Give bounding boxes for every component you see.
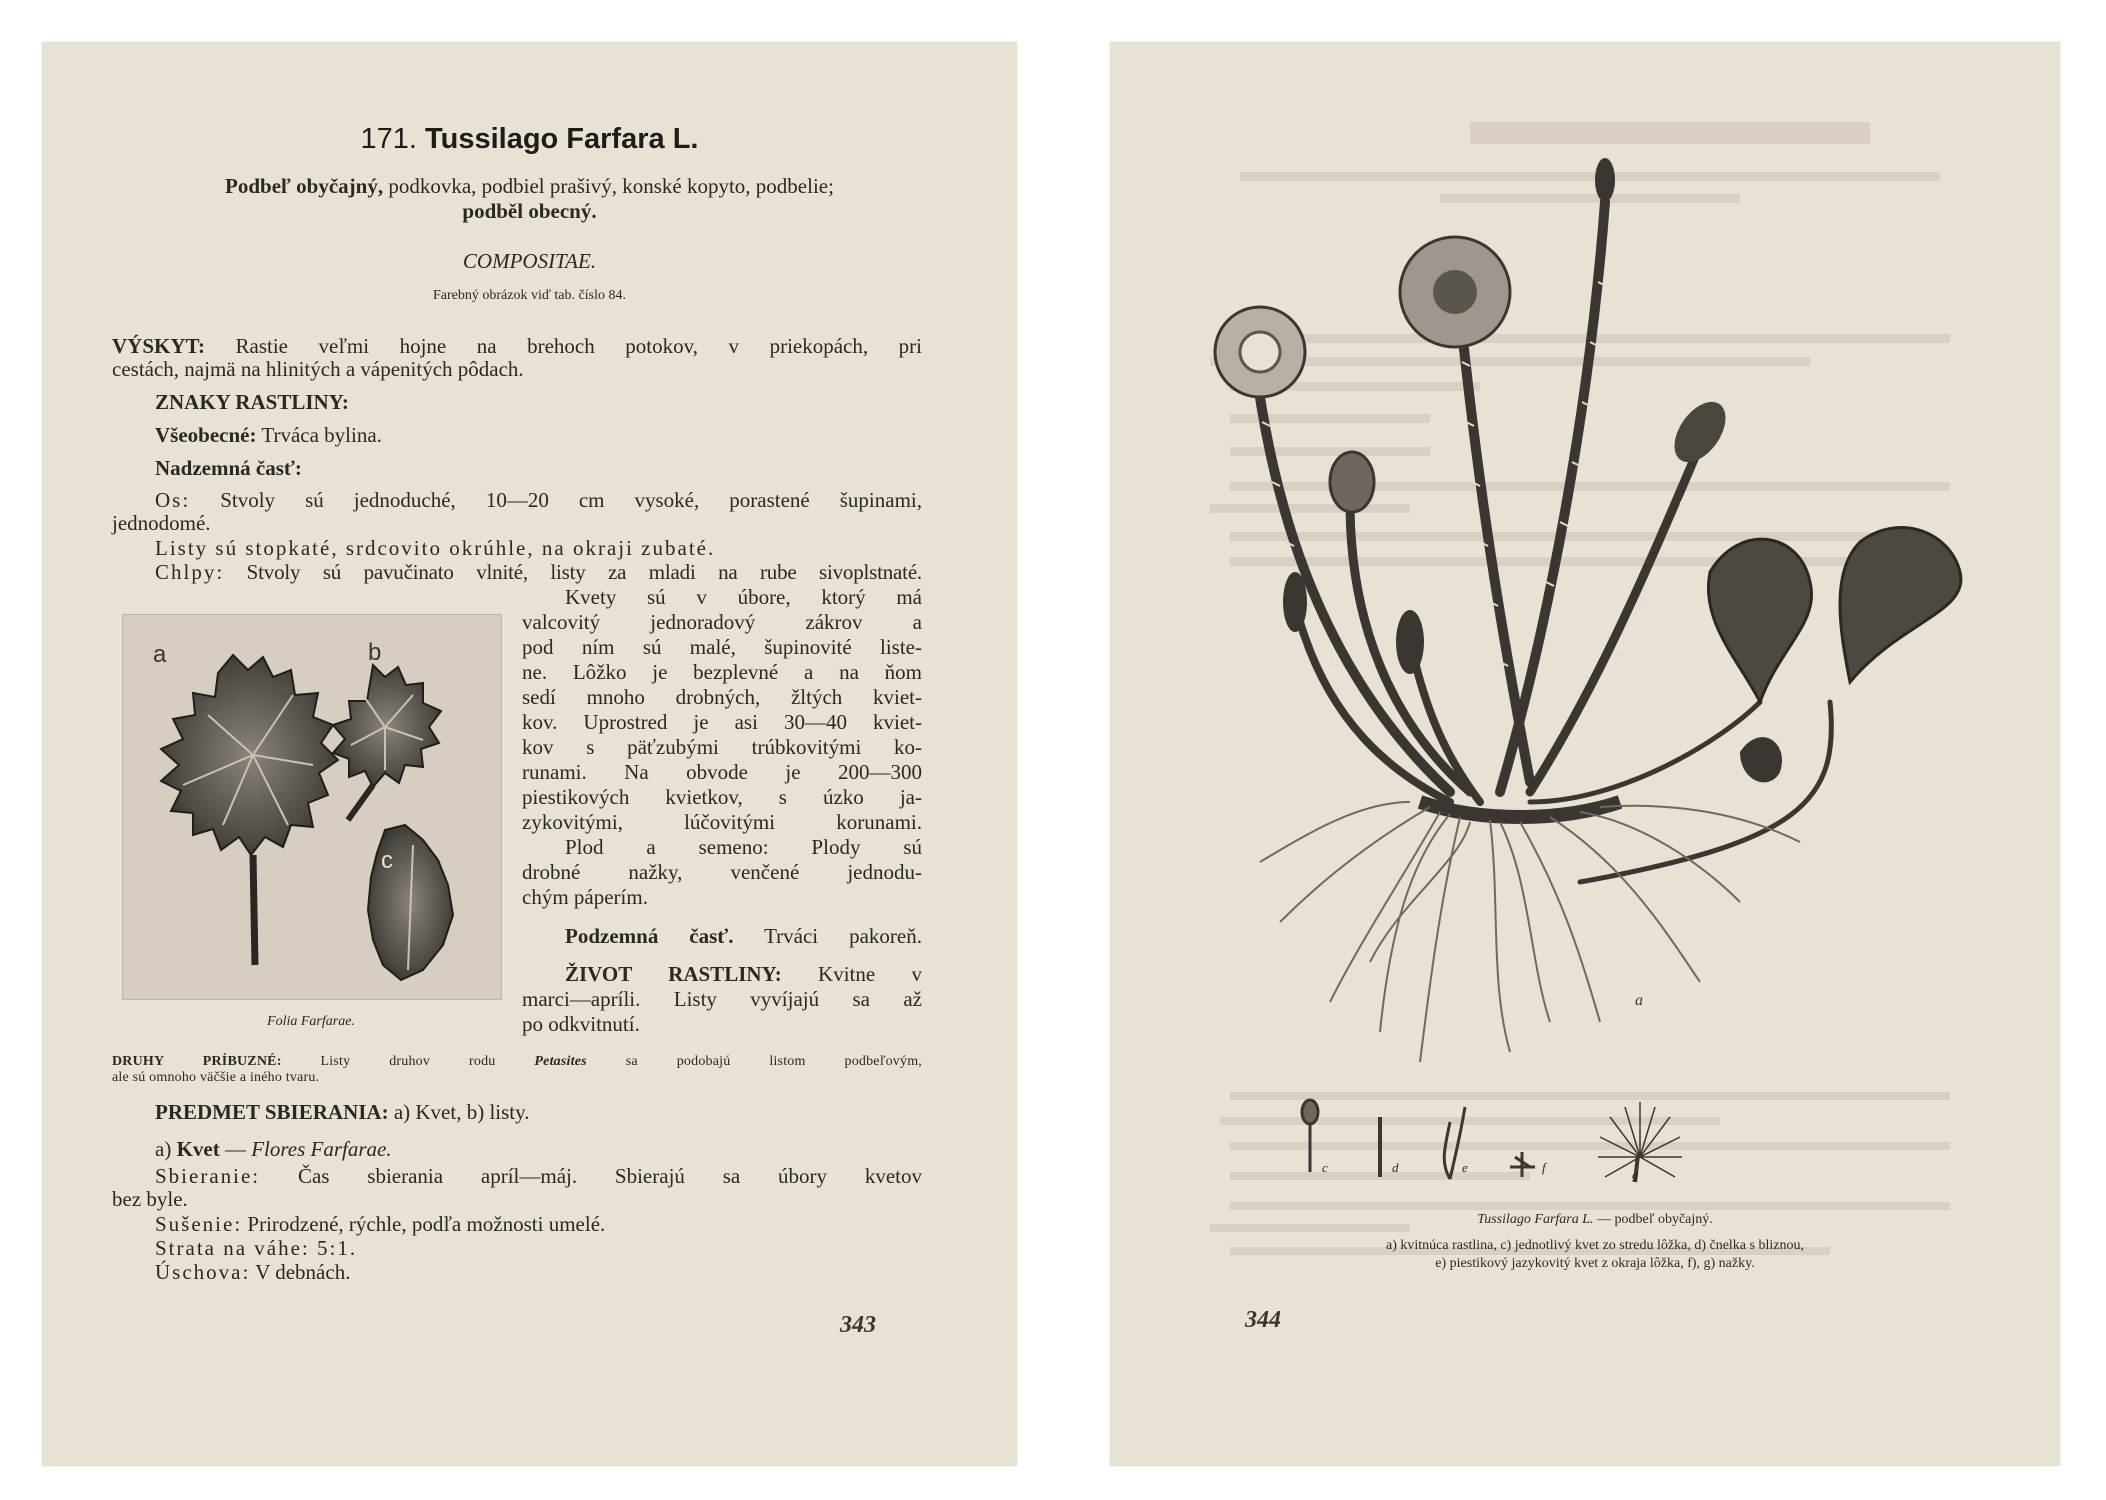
flower-bud-top: [1595, 158, 1615, 202]
figure-label-a: a: [153, 641, 167, 668]
plate-caption-line-2: e) piestikový jazykovitý kvet z okraja lôžka, f), g) nažky.: [1435, 1256, 1755, 1271]
color-plate-reference: Farebný obrázok viď tab. číslo 84.: [433, 288, 626, 303]
flower-item: a) Kvet — Flores Farfarae.: [155, 1137, 392, 1161]
right-page: [1110, 42, 2060, 1466]
illustration-label-a: a: [1635, 992, 1643, 1009]
common-name-primary: Podbeľ obyčajný,: [225, 174, 384, 198]
gathering-line-2: bez byle.: [112, 1187, 188, 1211]
fruit-line-2: drobné nažky, venčené jednodu-: [522, 860, 922, 884]
fruit-line-1: Plod a semeno: Plody sú: [565, 835, 922, 859]
life-of-plant: ŽIVOT RASTLINY: Kvitne v marci—apríli. Listy vyvíjajú sa až po odkvitnutí.: [522, 962, 922, 1036]
left-page: [42, 42, 1017, 1466]
leaves-description: Listy sú stopkaté, srdcovito okrúhle, na okraji zubaté.: [155, 536, 716, 560]
related-species: DRUHY PRÍBUZNÉ: Listy druhov rodu Petasites sa podobajú listom podbeľovým, ale sú omnoho väčšie a iného tvaru.: [112, 1054, 922, 1085]
leaf-figure: [122, 614, 502, 1000]
detail-label-g: g: [1632, 1167, 1639, 1182]
page-number-left: 343: [840, 1312, 876, 1338]
occurrence-line-1: VÝSKYT: Rastie veľmi hojne na brehoch potokov, v priekopách, pri: [112, 334, 922, 358]
page-number-right: 344: [1245, 1307, 1281, 1333]
plate-caption-line-1: a) kvitnúca rastlina, c) jednotlivý kvet zo stredu lôžka, d) čnelka s bliznou,: [1386, 1238, 1804, 1253]
detail-label-c: c: [1322, 1160, 1328, 1175]
common-name-czech: podběl obecný.: [462, 199, 597, 223]
detail-label-d: d: [1392, 1160, 1399, 1175]
flowers-description: Kvety sú v úbore, ktorý má valcovitý jednoradový zákrov a pod ním sú malé, šupinovité liste- ne. Lôžko je bezplevné a na ňom sedí mnoho drobných, žltých kviet- kov. Uprostred je asi 30—40 kviet- kov s päťzubými trúbkovitými ko- runami. Na obvode je 200—300 piestikových kvietkov, s úzko ja- zykovitými, lúčovitými korunami. Plod a semeno: Plody sú drobné nažky, venčené jednodu- chým páperím.: [522, 585, 922, 909]
stem-line-2: jednodomé.: [112, 511, 211, 535]
plate-caption-title: Tussilago Farfara L. — podbeľ obyčajný.: [1477, 1212, 1713, 1227]
above-ground-heading: Nadzemná časť:: [155, 456, 302, 480]
weight-loss: Strata na váhe: 5:1.: [155, 1236, 358, 1260]
gathering-line-1: Sbieranie: Čas sbierania apríl—máj. Sbierajú sa úbory kvetov: [155, 1164, 922, 1188]
species-number: 171.: [360, 123, 417, 155]
occurrence-label: VÝSKYT:: [112, 334, 205, 358]
occurrence-line-2: cestách, najmä na hlinitých a vápenitých pôdach.: [112, 357, 524, 381]
storage: Úschova: V debnách.: [155, 1260, 351, 1284]
detail-figures: [1290, 1097, 1870, 1187]
detail-label-e: e: [1462, 1160, 1468, 1175]
detail-label-f: f: [1542, 1160, 1546, 1175]
figure-label-c: c: [381, 847, 393, 874]
flower-bud-mid: [1330, 452, 1374, 512]
page-title: [42, 123, 1017, 156]
drying: Sušenie: Prirodzené, rýchle, podľa možnosti umelé.: [155, 1212, 606, 1236]
stem-line-1: Os: Stvoly sú jednoduché, 10—20 cm vysoké, porastené šupinami,: [155, 488, 922, 512]
figure-label-b: b: [368, 639, 382, 666]
figure-caption: Folia Farfarae.: [267, 1014, 355, 1029]
young-leaf-2: [1840, 528, 1961, 682]
family-name: COMPOSITAE.: [462, 249, 597, 273]
common-names-rest: podkovka, podbiel prašivý, konské kopyto, podbelie;: [383, 174, 834, 198]
coltsfoot-illustration: [1200, 102, 2040, 1082]
collection-subject: PREDMET SBIERANIA: a) Kvet, b) listy.: [155, 1100, 530, 1124]
young-leaf-1: [1708, 539, 1811, 702]
flower-bud-right: [1664, 393, 1736, 472]
general-features: Všeobecné: Trváca bylina.: [155, 423, 382, 447]
fruit-line-3: chým páperím.: [522, 885, 648, 909]
features-heading: ZNAKY RASTLINY:: [155, 390, 349, 414]
species-name: Tussilago Farfara L.: [425, 123, 699, 155]
common-names: [102, 174, 957, 224]
hairs-description: Chlpy: Stvoly sú pavučinato vlnité, listy za mladi na rube sivoplstnaté.: [155, 560, 922, 584]
underground-part: Podzemná časť. Trváci pakoreň.: [565, 924, 922, 948]
